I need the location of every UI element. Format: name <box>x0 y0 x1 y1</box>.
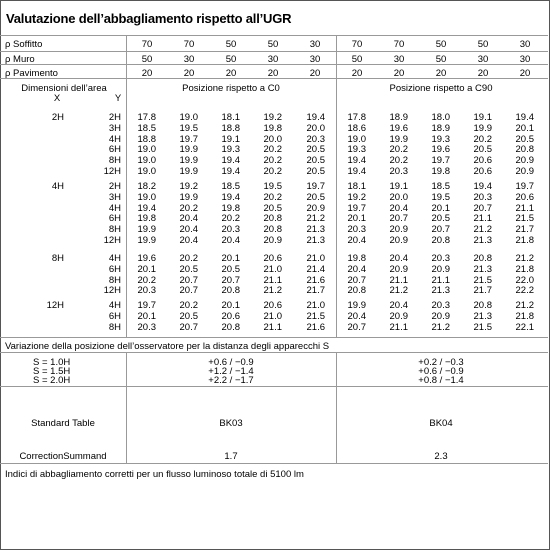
ugr-cell: 20.8 <box>221 285 240 297</box>
ugr-cell: 17.8 <box>347 112 366 123</box>
reflectance-value: 50 <box>351 54 363 65</box>
ugr-cell: 19.8 <box>263 122 282 134</box>
ugr-cell: 19.9 <box>137 224 156 235</box>
ugr-cell: 19.8 <box>347 253 366 264</box>
ugr-cell: 19.6 <box>389 122 408 134</box>
ugr-cell: 19.8 <box>221 202 240 214</box>
ugr-cell: 19.3 <box>431 133 450 145</box>
ugr-cell: 21.0 <box>306 253 325 264</box>
row-y-value: 3H <box>108 122 121 134</box>
row-y-value: 4H <box>108 202 121 214</box>
ugr-cell: 19.3 <box>347 144 366 156</box>
column-divider <box>126 352 127 463</box>
ugr-cell: 20.9 <box>389 234 408 246</box>
ugr-cell: 22.1 <box>515 321 534 333</box>
column-divider <box>126 35 127 337</box>
ugr-cell: 21.1 <box>515 202 534 214</box>
row-y-value: 4H <box>108 253 121 264</box>
correction-label: CorrectionSummand <box>19 451 107 462</box>
ugr-cell: 20.7 <box>347 321 366 333</box>
row-y-value: 12H <box>103 234 121 246</box>
ugr-cell: 20.7 <box>347 274 366 286</box>
ugr-cell: 19.9 <box>179 165 198 177</box>
reflectance-value: 50 <box>477 39 489 50</box>
ugr-cell: 20.3 <box>389 165 408 177</box>
row-y-value: 8H <box>108 224 121 235</box>
ugr-cell: 20.1 <box>515 122 534 134</box>
ugr-cell: 21.3 <box>431 285 450 297</box>
row-x-value: 2H <box>51 112 64 123</box>
ugr-cell: 20.3 <box>347 224 366 235</box>
reflectance-value: 20 <box>477 68 489 79</box>
divider <box>0 463 548 464</box>
ugr-cell: 21.3 <box>306 234 325 246</box>
ugr-cell: 19.1 <box>473 112 492 123</box>
standard-table-c0: BK03 <box>219 418 243 429</box>
column-divider <box>336 35 337 337</box>
ugr-cell: 20.2 <box>263 144 282 156</box>
reflectance-value: 50 <box>141 54 153 65</box>
ugr-cell: 21.1 <box>473 213 492 225</box>
row-y-value: 4H <box>108 133 121 145</box>
ugr-cell: 18.8 <box>137 133 156 145</box>
row-y-value: 2H <box>108 181 121 192</box>
ugr-cell: 18.5 <box>431 181 450 192</box>
ugr-cell: 18.5 <box>137 122 156 134</box>
ugr-cell: 21.2 <box>389 285 408 297</box>
ugr-cell: 21.8 <box>515 263 534 275</box>
ugr-cell: 21.3 <box>306 224 325 235</box>
ugr-cell: 20.8 <box>221 321 240 333</box>
ugr-cell: 20.0 <box>263 133 282 145</box>
ugr-cell: 19.9 <box>179 155 198 166</box>
ugr-cell: 20.8 <box>431 234 450 246</box>
ugr-cell: 21.5 <box>515 213 534 225</box>
reflectance-value: 20 <box>519 68 531 79</box>
ugr-cell: 20.9 <box>431 310 450 322</box>
row-x-value: 8H <box>51 253 64 264</box>
ugr-cell: 20.9 <box>263 234 282 246</box>
ugr-cell: 20.8 <box>347 285 366 297</box>
correction-c0: 1.7 <box>224 451 238 462</box>
ugr-cell: 20.5 <box>179 263 198 275</box>
ugr-cell: 20.9 <box>515 165 534 177</box>
ugr-cell: 20.3 <box>306 133 325 145</box>
ugr-cell: 20.7 <box>389 213 408 225</box>
ugr-cell: 19.9 <box>179 144 198 156</box>
ugr-cell: 19.0 <box>137 191 156 203</box>
ugr-cell: 19.0 <box>137 144 156 156</box>
ugr-cell: 19.4 <box>221 155 240 166</box>
reflectance-value: 30 <box>519 39 531 50</box>
reflectance-label-wall: ρ Muro <box>5 54 35 65</box>
ugr-cell: 21.3 <box>473 263 492 275</box>
ugr-cell: 20.3 <box>137 285 156 297</box>
reflectance-value: 20 <box>183 68 195 79</box>
ugr-cell: 21.7 <box>306 285 325 297</box>
ugr-cell: 20.3 <box>473 191 492 203</box>
ugr-cell: 18.9 <box>389 112 408 123</box>
ugr-cell: 21.7 <box>473 285 492 297</box>
ugr-cell: 20.5 <box>515 133 534 145</box>
ugr-cell: 18.6 <box>347 122 366 134</box>
ugr-cell: 19.4 <box>137 202 156 214</box>
reflectance-value: 20 <box>435 68 447 79</box>
correction-c90: 2.3 <box>434 451 448 462</box>
ugr-cell: 20.1 <box>347 213 366 225</box>
ugr-cell: 20.8 <box>473 300 492 311</box>
variation-c90: +0.2 / −0.3 <box>418 357 464 368</box>
divider <box>0 35 548 36</box>
reflectance-value: 20 <box>267 68 279 79</box>
ugr-cell: 19.0 <box>137 155 156 166</box>
ugr-cell: 20.6 <box>263 300 282 311</box>
ugr-cell: 20.7 <box>473 202 492 214</box>
ugr-cell: 19.2 <box>263 112 282 123</box>
ugr-cell: 20.9 <box>431 263 450 275</box>
ugr-cell: 19.5 <box>431 191 450 203</box>
ugr-cell: 20.8 <box>263 224 282 235</box>
ugr-cell: 18.5 <box>221 181 240 192</box>
ugr-cell: 20.8 <box>473 253 492 264</box>
ugr-cell: 20.5 <box>179 310 198 322</box>
ugr-cell: 20.4 <box>389 300 408 311</box>
reflectance-value: 30 <box>267 54 279 65</box>
reflectance-value: 70 <box>393 39 405 50</box>
ugr-cell: 18.9 <box>431 122 450 134</box>
reflectance-value: 50 <box>435 54 447 65</box>
ugr-cell: 21.1 <box>263 321 282 333</box>
ugr-cell: 20.2 <box>263 191 282 203</box>
variation-title: Variazione della posizione dell’osservatore per la distanza degli apparecchi S <box>5 341 330 352</box>
ugr-cell: 20.2 <box>221 213 240 225</box>
ugr-cell: 20.9 <box>389 263 408 275</box>
ugr-cell: 19.4 <box>473 181 492 192</box>
ugr-cell: 21.2 <box>431 321 450 333</box>
ugr-cell: 19.4 <box>347 165 366 177</box>
room-dims-header: Dimensioni dell’area <box>21 83 107 94</box>
reflectance-value: 70 <box>141 39 153 50</box>
ugr-cell: 21.6 <box>306 274 325 286</box>
reflectance-value: 30 <box>309 54 321 65</box>
ugr-cell: 19.6 <box>137 253 156 264</box>
variation-label: S = 2.0H <box>33 375 71 386</box>
reflectance-value: 50 <box>435 39 447 50</box>
row-y-value: 6H <box>108 144 121 156</box>
ugr-cell: 20.4 <box>347 310 366 322</box>
x-header: X <box>53 93 61 104</box>
ugr-cell: 21.1 <box>431 274 450 286</box>
ugr-cell: 20.3 <box>431 253 450 264</box>
ugr-cell: 19.4 <box>515 112 534 123</box>
row-y-value: 6H <box>108 310 121 322</box>
reflectance-value: 20 <box>309 68 321 79</box>
ugr-cell: 20.1 <box>137 310 156 322</box>
reflectance-value: 70 <box>351 39 363 50</box>
ugr-cell: 20.7 <box>179 321 198 333</box>
ugr-cell: 21.8 <box>515 234 534 246</box>
ugr-cell: 20.2 <box>137 274 156 286</box>
row-x-value: 12H <box>46 300 64 311</box>
ugr-cell: 19.2 <box>179 181 198 192</box>
reflectance-value: 50 <box>225 39 237 50</box>
ugr-cell: 20.9 <box>389 224 408 235</box>
ugr-cell: 19.7 <box>179 133 198 145</box>
ugr-cell: 18.2 <box>137 181 156 192</box>
reflectance-value: 30 <box>309 39 321 50</box>
divider <box>0 386 548 387</box>
ugr-cell: 18.0 <box>431 112 450 123</box>
reflectance-value: 20 <box>225 68 237 79</box>
ugr-cell: 21.5 <box>473 321 492 333</box>
ugr-cell: 20.4 <box>221 234 240 246</box>
ugr-cell: 20.5 <box>431 213 450 225</box>
ugr-cell: 19.0 <box>179 112 198 123</box>
ugr-cell: 20.0 <box>306 122 325 134</box>
ugr-cell: 21.2 <box>515 300 534 311</box>
ugr-cell: 19.7 <box>347 202 366 214</box>
divider <box>0 352 548 353</box>
ugr-cell: 20.6 <box>473 155 492 166</box>
ugr-cell: 20.1 <box>221 300 240 311</box>
reflectance-value: 20 <box>141 68 153 79</box>
ugr-cell: 19.4 <box>347 155 366 166</box>
row-y-value: 2H <box>108 112 121 123</box>
standard-table-label: Standard Table <box>31 418 95 429</box>
row-y-value: 12H <box>103 285 121 297</box>
row-y-value: 12H <box>103 165 121 177</box>
ugr-cell: 20.2 <box>179 300 198 311</box>
reflectance-value: 30 <box>519 54 531 65</box>
ugr-cell: 20.2 <box>179 202 198 214</box>
ugr-cell: 21.2 <box>306 213 325 225</box>
reflectance-value: 30 <box>477 54 489 65</box>
ugr-cell: 20.7 <box>179 274 198 286</box>
ugr-cell: 19.5 <box>263 181 282 192</box>
c0-header: Posizione rispetto a C0 <box>182 83 280 94</box>
ugr-cell: 20.9 <box>515 155 534 166</box>
ugr-cell: 20.8 <box>263 213 282 225</box>
ugr-cell: 20.2 <box>389 155 408 166</box>
ugr-cell: 20.6 <box>263 253 282 264</box>
ugr-cell: 19.9 <box>347 300 366 311</box>
ugr-cell: 20.1 <box>221 253 240 264</box>
standard-table-c90: BK04 <box>429 418 453 429</box>
ugr-cell: 21.0 <box>263 310 282 322</box>
ugr-cell: 20.4 <box>179 224 198 235</box>
reflectance-value: 20 <box>351 68 363 79</box>
ugr-cell: 20.5 <box>221 263 240 275</box>
ugr-cell: 21.1 <box>263 274 282 286</box>
ugr-cell: 20.9 <box>389 310 408 322</box>
ugr-cell: 20.3 <box>431 300 450 311</box>
reflectance-value: 30 <box>183 54 195 65</box>
ugr-cell: 22.2 <box>515 285 534 297</box>
ugr-cell: 20.3 <box>137 321 156 333</box>
ugr-cell: 20.5 <box>306 191 325 203</box>
reflectance-label-ceiling: ρ Soffitto <box>5 39 43 50</box>
ugr-cell: 19.9 <box>473 122 492 134</box>
ugr-cell: 19.2 <box>347 191 366 203</box>
variation-label: S = 1.5H <box>33 366 71 377</box>
variation-c90: +0.6 / −0.9 <box>418 366 464 377</box>
reflectance-value: 20 <box>393 68 405 79</box>
ugr-cell: 21.1 <box>389 321 408 333</box>
ugr-cell: 20.4 <box>389 202 408 214</box>
row-y-value: 8H <box>108 155 121 166</box>
ugr-cell: 21.2 <box>473 224 492 235</box>
ugr-cell: 20.6 <box>473 165 492 177</box>
reflectance-label-floor: ρ Pavimento <box>5 68 58 79</box>
row-y-value: 6H <box>108 213 121 225</box>
ugr-cell: 19.4 <box>221 165 240 177</box>
row-y-value: 8H <box>108 274 121 286</box>
divider <box>0 337 548 338</box>
ugr-cell: 22.0 <box>515 274 534 286</box>
page-title: Valutazione dell’abbagliamento rispetto all’UGR <box>6 11 292 26</box>
ugr-cell: 20.2 <box>263 165 282 177</box>
ugr-cell: 20.2 <box>473 133 492 145</box>
ugr-cell: 20.6 <box>221 310 240 322</box>
ugr-cell: 19.9 <box>389 133 408 145</box>
y-header: Y <box>114 93 122 104</box>
variation-c90: +0.8 / −1.4 <box>418 375 464 386</box>
reflectance-value: 50 <box>267 39 279 50</box>
row-y-value: 4H <box>108 300 121 311</box>
ugr-cell: 19.6 <box>431 144 450 156</box>
column-divider <box>336 352 337 463</box>
variation-c0: +1.2 / −1.4 <box>208 366 254 377</box>
reflectance-value: 50 <box>225 54 237 65</box>
ugr-cell: 21.4 <box>306 263 325 275</box>
ugr-cell: 19.7 <box>137 300 156 311</box>
ugr-cell: 19.7 <box>431 155 450 166</box>
ugr-cell: 19.7 <box>515 181 534 192</box>
ugr-cell: 19.7 <box>306 181 325 192</box>
ugr-cell: 20.6 <box>515 191 534 203</box>
ugr-cell: 20.2 <box>179 253 198 264</box>
variation-label: S = 1.0H <box>33 357 71 368</box>
ugr-cell: 21.2 <box>263 285 282 297</box>
c90-header: Posizione rispetto a C90 <box>389 83 493 94</box>
divider <box>0 51 548 52</box>
ugr-cell: 19.0 <box>137 165 156 177</box>
ugr-cell: 21.5 <box>473 274 492 286</box>
ugr-cell: 18.1 <box>347 181 366 192</box>
ugr-cell: 20.2 <box>263 155 282 166</box>
ugr-cell: 19.8 <box>137 213 156 225</box>
ugr-cell: 20.4 <box>347 263 366 275</box>
variation-c0: +0.6 / −0.9 <box>208 357 254 368</box>
ugr-cell: 20.7 <box>221 274 240 286</box>
ugr-cell: 20.7 <box>179 285 198 297</box>
ugr-cell: 19.1 <box>389 181 408 192</box>
footnote: Indici di abbagliamento corretti per un flusso luminoso totale di 5100 lm <box>5 469 304 480</box>
ugr-cell: 20.0 <box>389 191 408 203</box>
ugr-cell: 19.1 <box>221 133 240 145</box>
variation-c0: +2.2 / −1.7 <box>208 375 254 386</box>
ugr-cell: 20.4 <box>179 213 198 225</box>
ugr-cell: 20.3 <box>221 224 240 235</box>
ugr-cell: 19.8 <box>431 165 450 177</box>
ugr-cell: 18.8 <box>221 122 240 134</box>
ugr-cell: 21.8 <box>515 310 534 322</box>
ugr-cell: 20.4 <box>179 234 198 246</box>
ugr-cell: 20.5 <box>306 155 325 166</box>
ugr-cell: 20.2 <box>389 144 408 156</box>
ugr-cell: 20.5 <box>306 165 325 177</box>
ugr-cell: 19.9 <box>179 191 198 203</box>
ugr-cell: 19.9 <box>137 234 156 246</box>
reflectance-value: 70 <box>183 39 195 50</box>
ugr-cell: 21.0 <box>263 263 282 275</box>
ugr-cell: 21.3 <box>473 310 492 322</box>
ugr-cell: 21.5 <box>306 310 325 322</box>
ugr-cell: 19.4 <box>306 112 325 123</box>
ugr-cell: 20.9 <box>306 202 325 214</box>
ugr-cell: 20.1 <box>137 263 156 275</box>
ugr-cell: 21.6 <box>306 321 325 333</box>
row-x-value: 4H <box>51 181 64 192</box>
row-y-value: 3H <box>108 191 121 203</box>
row-y-value: 6H <box>108 263 121 275</box>
ugr-cell: 21.2 <box>515 253 534 264</box>
ugr-cell: 17.8 <box>137 112 156 123</box>
ugr-cell: 20.7 <box>431 224 450 235</box>
ugr-cell: 20.5 <box>263 202 282 214</box>
ugr-cell: 19.4 <box>221 191 240 203</box>
ugr-cell: 20.5 <box>306 144 325 156</box>
ugr-cell: 20.4 <box>347 234 366 246</box>
ugr-cell: 19.0 <box>347 133 366 145</box>
ugr-cell: 20.1 <box>431 202 450 214</box>
reflectance-value: 30 <box>393 54 405 65</box>
ugr-cell: 21.3 <box>473 234 492 246</box>
ugr-cell: 18.1 <box>221 112 240 123</box>
ugr-cell: 21.7 <box>515 224 534 235</box>
ugr-cell: 21.0 <box>306 300 325 311</box>
ugr-cell: 21.1 <box>389 274 408 286</box>
ugr-cell: 20.4 <box>389 253 408 264</box>
ugr-cell: 19.3 <box>221 144 240 156</box>
ugr-cell: 20.8 <box>515 144 534 156</box>
row-y-value: 8H <box>108 321 121 333</box>
ugr-cell: 19.5 <box>179 122 198 134</box>
ugr-cell: 20.5 <box>473 144 492 156</box>
